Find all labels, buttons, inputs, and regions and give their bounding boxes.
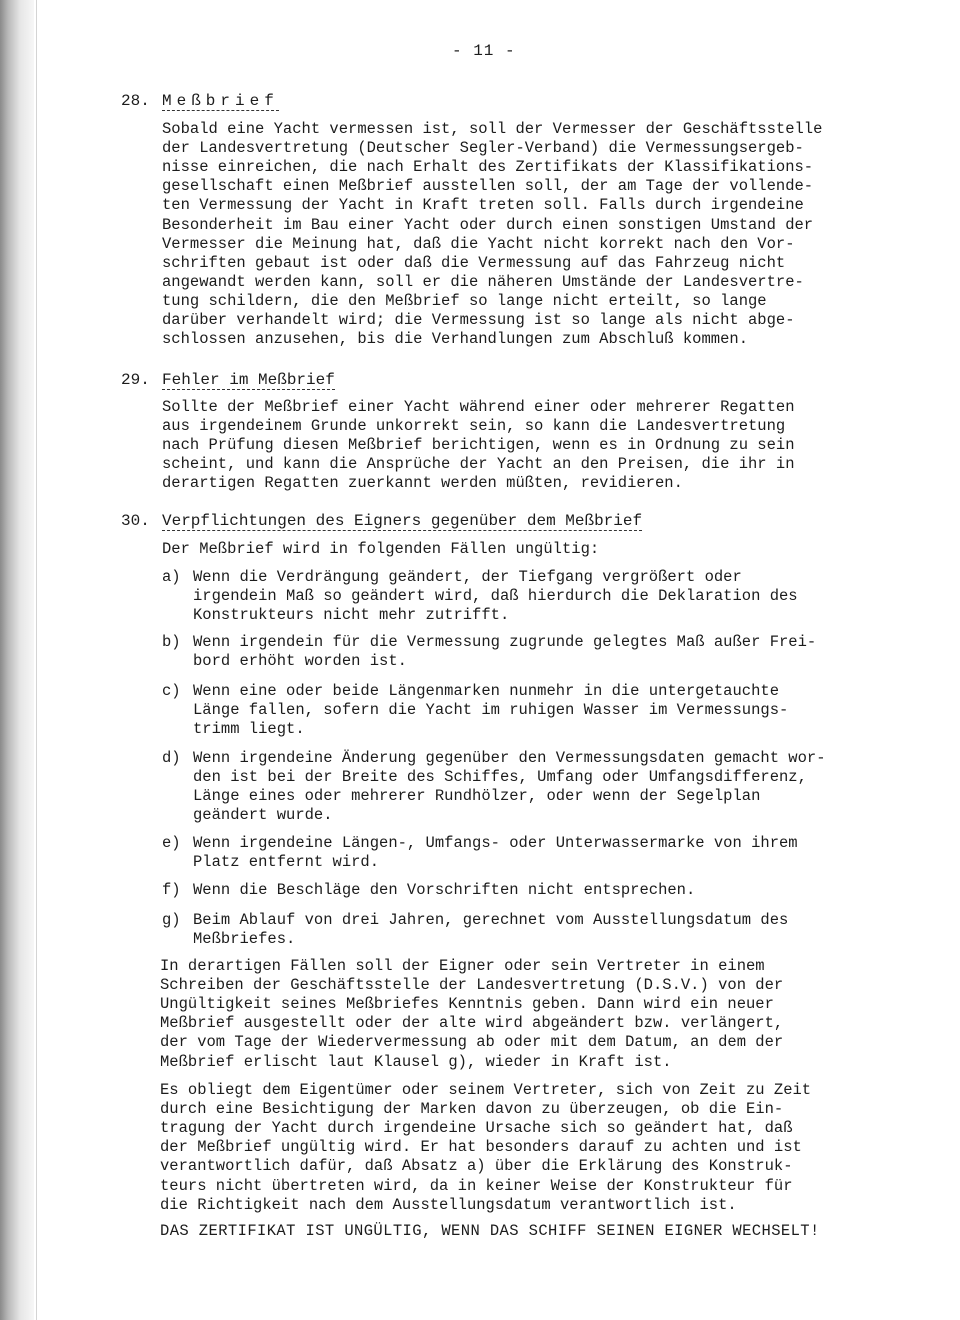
text-line: scheint, und kann die Ansprüche der Yacht an den Preisen, die ihr in: [162, 455, 795, 474]
text-line: In derartigen Fällen soll der Eigner oder sein Vertreter in einem: [160, 957, 765, 975]
text-line: durch eine Besichtigung der Marken davon zu überzeugen, ob die Ein-: [160, 1100, 784, 1119]
text-line: darüber verhandelt wird; die Vermessung ist so lange als nicht abge-: [162, 311, 795, 329]
section-title: Meßbrief: [162, 92, 279, 110]
section-number: 29.: [121, 371, 150, 389]
text-line: Länge eines oder mehrerer Rundhölzer, oder wenn der Segelplan: [193, 787, 761, 806]
item-label: b): [162, 633, 181, 651]
text-line: Besonderheit im Bau einer Yacht oder durch einen sonstigen Umstand der: [162, 215, 814, 234]
text-line: Platz entfernt wird.: [193, 853, 380, 872]
text-line: Wenn die Verdrängung geändert, der Tiefgang vergrößert oder: [193, 568, 742, 586]
section-title: Fehler im Meßbrief: [162, 371, 335, 389]
item-label: d): [162, 749, 181, 767]
text-line: teurs nicht übertreten wird, da in keiner Weise der Konstrukteur für: [160, 1176, 793, 1195]
text-line: der vom Tage der Wiedervermessung ab oder mit dem Datum, an dem der: [160, 1033, 784, 1052]
text-line: nach Prüfung diesen Meßbrief berichtigen, wenn es in Ordnung zu sein: [162, 436, 795, 455]
section-number: 30.: [121, 512, 150, 530]
text-line: ten Vermessung der Yacht in Kraft treten soll. Falls durch irgendeine: [162, 196, 804, 215]
text-line: Wenn die Beschläge den Vorschriften nicht entsprechen.: [193, 881, 696, 899]
text-line: schriften gebaut ist oder daß die Vermessung auf das Fahrzeug nicht: [162, 253, 786, 272]
closing-statement: DAS ZERTIFIKAT IST UNGÜLTIG, WENN DAS SCHIFF SEINEN EIGNER WECHSELT!: [160, 1222, 820, 1240]
text-line: Meßbrief ausgestellt oder der alte wird abgeändert bzw. verlängert,: [160, 1014, 784, 1033]
text-line: derartigen Regatten zuerkannt werden müßten, revidieren.: [162, 474, 683, 493]
text-line: bord erhöht worden ist.: [193, 652, 407, 671]
text-line: Wenn irgendeine Längen-, Umfangs- oder Unterwassermarke von ihrem: [193, 834, 798, 852]
text-line: Beim Ablauf von drei Jahren, gerechnet vom Ausstellungsdatum des: [193, 911, 789, 929]
text-line: Länge fallen, sofern die Yacht im ruhigen Wasser im Vermessungs-: [193, 701, 789, 720]
section-intro: Der Meßbrief wird in folgenden Fällen ungültig:: [162, 540, 600, 558]
item-label: a): [162, 568, 181, 586]
text-line: tragung der Yacht durch irgendeine Ursache sich so geändert hat, daß: [160, 1119, 793, 1138]
item-label: c): [162, 682, 181, 700]
text-line: verantwortlich dafür, daß Absatz a) über die Erklärung des Konstruk-: [160, 1157, 793, 1176]
item-label: e): [162, 834, 181, 852]
text-line: Meßbriefes.: [193, 930, 296, 949]
text-line: der Meßbrief ungültig wird. Er hat besonders darauf zu achten und ist: [160, 1138, 802, 1157]
text-line: nisse einreichen, die nach Erhalt des Zertifikats der Klassifikations-: [162, 158, 814, 177]
text-line: Sobald eine Yacht vermessen ist, soll der Vermesser der Geschäftsstelle: [162, 120, 823, 138]
text-line: Schreiben der Geschäftsstelle der Landesvertretung (D.S.V.) von der: [160, 976, 784, 995]
item-label: f): [162, 881, 181, 899]
section-number: 28.: [121, 92, 150, 110]
item-label: g): [162, 911, 181, 929]
text-line: tung schildern, die den Meßbrief so lange nicht erteilt, so lange: [162, 291, 767, 310]
text-line: Sollte der Meßbrief einer Yacht während einer oder mehrerer Regatten: [162, 398, 795, 416]
text-line: Vermesser die Meinung hat, daß die Yacht nicht korrekt nach den Vor-: [162, 234, 795, 253]
text-line: Wenn irgendeine Änderung gegenüber den Vermessungsdaten gemacht wor-: [193, 749, 826, 767]
text-line: Es obliegt dem Eigentümer oder seinem Vertreter, sich von Zeit zu Zeit: [160, 1081, 812, 1099]
page-number: - 11 -: [452, 42, 516, 60]
text-line: Wenn irgendein für die Vermessung zugrunde gelegtes Maß außer Frei-: [193, 633, 817, 651]
text-line: Konstrukteurs nicht mehr zutrifft.: [193, 606, 510, 625]
text-line: Ungültigkeit seines Meßbriefes Kenntnis geben. Dann wird ein neuer: [160, 995, 774, 1014]
text-line: Meßbrief erlischt laut Klausel g), wieder in Kraft ist.: [160, 1052, 672, 1071]
section-title: Verpflichtungen des Eigners gegenüber dem Meßbrief: [162, 512, 643, 530]
text-line: schlossen anzusehen, bis die Verhandlungen zum Abschluß kommen.: [162, 330, 748, 349]
text-line: trimm liegt.: [193, 720, 305, 739]
text-line: irgendein Maß so geändert wird, daß hierdurch die Deklaration des: [193, 587, 798, 606]
text-line: gesellschaft einen Meßbrief ausstellen soll, der am Tage der vollende-: [162, 177, 814, 196]
text-line: geändert wurde.: [193, 806, 333, 825]
text-line: aus irgendeinem Grunde unkorrekt sein, so kann die Landesvertretung: [162, 417, 786, 436]
text-line: den ist bei der Breite des Schiffes, Umfang oder Umfangsdifferenz,: [193, 768, 807, 787]
text-line: der Landesvertretung (Deutscher Segler-Verband) die Vermessungsergeb-: [162, 139, 804, 158]
text-line: Wenn eine oder beide Längenmarken nunmehr in die untergetauchte: [193, 682, 779, 700]
text-line: angewandt werden kann, soll er die näheren Umstände der Landesvertre-: [162, 272, 804, 291]
text-line: die Richtigkeit nach dem Ausstellungsdatum verantwortlich ist.: [160, 1195, 737, 1214]
